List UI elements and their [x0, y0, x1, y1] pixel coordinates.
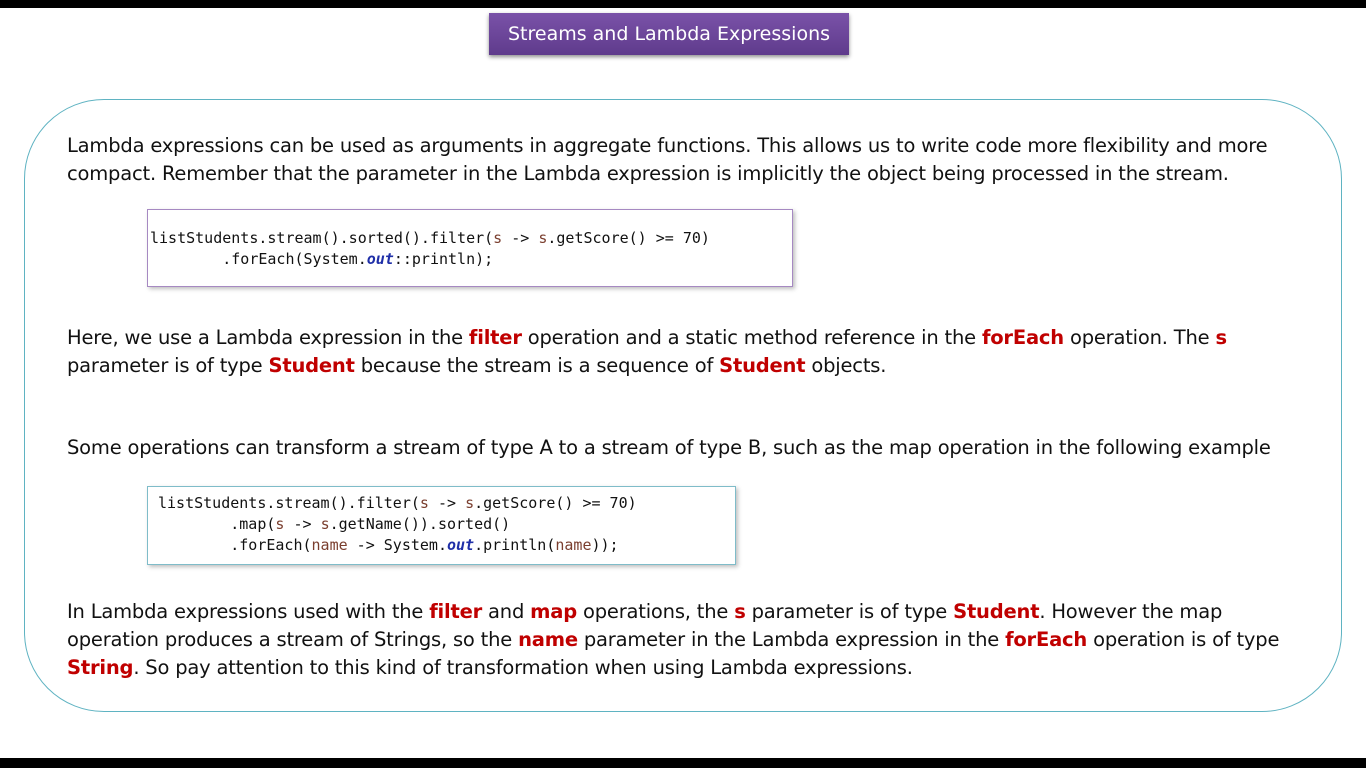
text: objects. [805, 354, 887, 377]
highlight: filter [468, 326, 522, 349]
highlight: filter [429, 600, 483, 623]
intro-paragraph: Lambda expressions can be used as arguments in aggregate functions. This allows us to write code more flexibility and more compact. Remember that the parameter in the Lambda expression is implicitly the object being processed in the stream. [67, 134, 1268, 185]
text: because the stream is a sequence of [354, 354, 720, 377]
highlight: String [67, 656, 134, 679]
code-text: -> System. [347, 536, 447, 554]
code-text: .getScore() >= 70) [474, 494, 637, 512]
text: . So pay attention to this kind of transformation when using Lambda expressions. [133, 656, 913, 679]
text: parameter is of type [745, 600, 954, 623]
text: operation. The [1063, 326, 1216, 349]
code-keyword: out [447, 536, 475, 554]
code-text: -> [428, 494, 466, 512]
code-text: -> [284, 515, 321, 533]
code-param: name [311, 536, 348, 554]
top-black-bar [0, 0, 1366, 8]
code-snippet-sorted-filter [147, 209, 793, 287]
text: and [482, 600, 531, 623]
code-text: -> [502, 229, 539, 247]
code-text: ::println); [393, 250, 494, 268]
code-param: s [275, 515, 285, 533]
text: operation and a static method reference in the [521, 326, 982, 349]
highlight: forEach [981, 326, 1064, 349]
text: Here, we use a Lambda expression in the [67, 326, 469, 349]
slide-title [489, 13, 849, 55]
code-keyword: out [366, 250, 394, 268]
highlight: name [518, 628, 578, 651]
text: . However the map operation produces a stream of Strings, so the [67, 600, 1223, 651]
code-param: s [493, 229, 503, 247]
highlight: Student [268, 354, 355, 377]
filter-foreach-paragraph [67, 324, 1317, 380]
code-text: )); [591, 536, 619, 554]
bottom-black-bar [0, 758, 1366, 768]
highlight: Student [953, 600, 1040, 623]
highlight: s [1215, 326, 1227, 349]
slide-title-text: Streams and Lambda Expressions [507, 23, 831, 45]
text: operation is of type [1087, 628, 1280, 651]
code-text: .map( [158, 515, 276, 533]
transform-paragraph: Some operations can transform a stream of type A to a stream of type B, such as the map operation in the following example [67, 436, 1271, 459]
text: In Lambda expressions used with the [67, 600, 430, 623]
code-param: s [419, 494, 429, 512]
text: parameter is of type [67, 354, 269, 377]
code-param: name [555, 536, 592, 554]
code-text: .getName()).sorted() [329, 515, 511, 533]
code-text: .println( [474, 536, 556, 554]
highlight: map [530, 600, 577, 623]
map-explanation-paragraph [67, 598, 1317, 682]
code-text: .forEach( [158, 536, 312, 554]
code-text: listStudents.stream().filter( [158, 494, 420, 512]
code-text: listStudents.stream().sorted().filter( [150, 229, 494, 247]
code-snippet-map [147, 486, 736, 565]
text: operations, the [577, 600, 735, 623]
code-text: .getScore() >= 70) [547, 229, 710, 247]
code-param: s [538, 229, 548, 247]
highlight: Student [719, 354, 806, 377]
code-text: .forEach(System. [150, 250, 367, 268]
code-param: s [465, 494, 475, 512]
highlight: forEach [1005, 628, 1088, 651]
text: parameter in the Lambda expression in the [577, 628, 1006, 651]
highlight: s [734, 600, 746, 623]
code-param: s [320, 515, 330, 533]
